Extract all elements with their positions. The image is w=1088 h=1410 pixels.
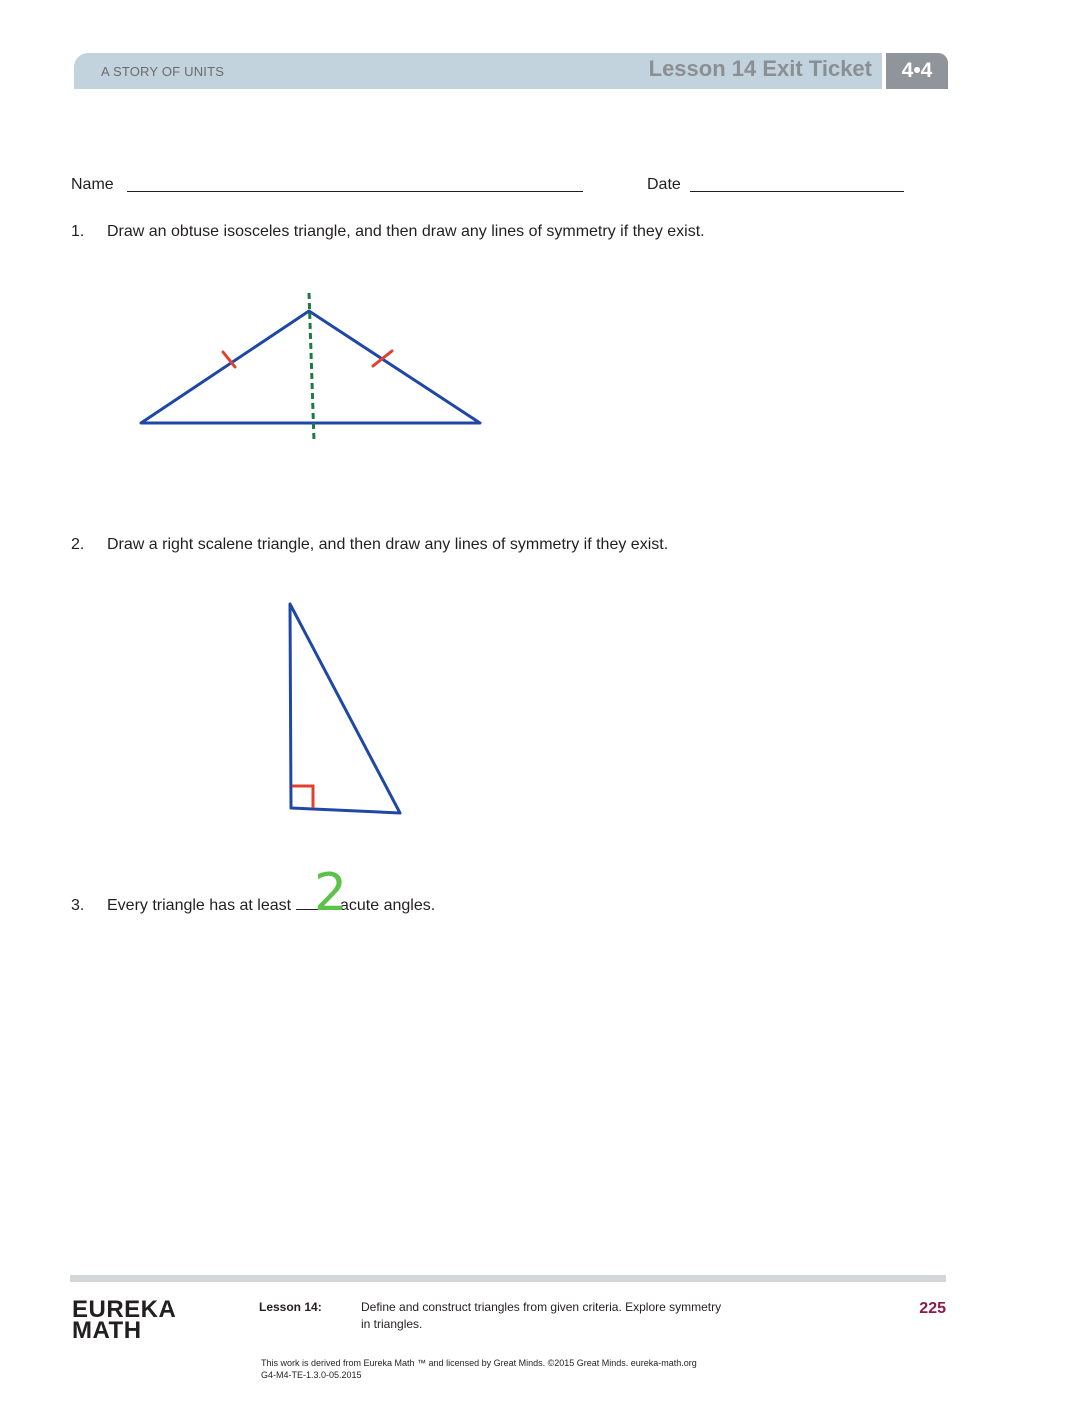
footer-description-2: in triangles. (361, 1317, 423, 1331)
lesson-title: Lesson 14 Exit Ticket (648, 56, 872, 81)
module-badge: 4•4 (886, 53, 948, 89)
footer-description-1: Define and construct triangles from given criteria. Explore symmetry (361, 1300, 722, 1314)
page-number: 225 (919, 1300, 946, 1317)
right-scalene-triangle (290, 604, 400, 813)
eureka-logo-top: EUREKA (72, 1296, 177, 1323)
problem-1-number: 1. (71, 223, 85, 240)
date-label: Date (647, 176, 681, 193)
problem-2-text: Draw a right scalene triangle, and then draw any lines of symmetry if they exist. (107, 536, 669, 553)
problem-2-number: 2. (71, 536, 85, 553)
handwritten-answer: 2 (314, 863, 348, 923)
problem-3-number: 3. (71, 897, 85, 914)
footer-credit-2: G4-M4-TE-1.3.0-05.2015 (261, 1370, 362, 1380)
footer-bar (70, 1275, 946, 1282)
name-label: Name (71, 176, 114, 193)
right-angle-mark (292, 786, 313, 808)
problem-3-text-before: Every triangle has at least (107, 897, 292, 914)
problem-1-text: Draw an obtuse isosceles triangle, and then draw any lines of symmetry if they exist. (107, 223, 705, 240)
footer-lesson-label: Lesson 14: (259, 1300, 322, 1314)
story-of-units-label: A STORY OF UNITS (101, 64, 225, 79)
problem-3-text-after: acute angles. (340, 897, 436, 914)
footer-credit-1: This work is derived from Eureka Math ™ and licensed by Great Minds. ©2015 Great Minds. eureka-math.org (261, 1358, 697, 1368)
eureka-logo-bottom: MATH (72, 1317, 142, 1344)
